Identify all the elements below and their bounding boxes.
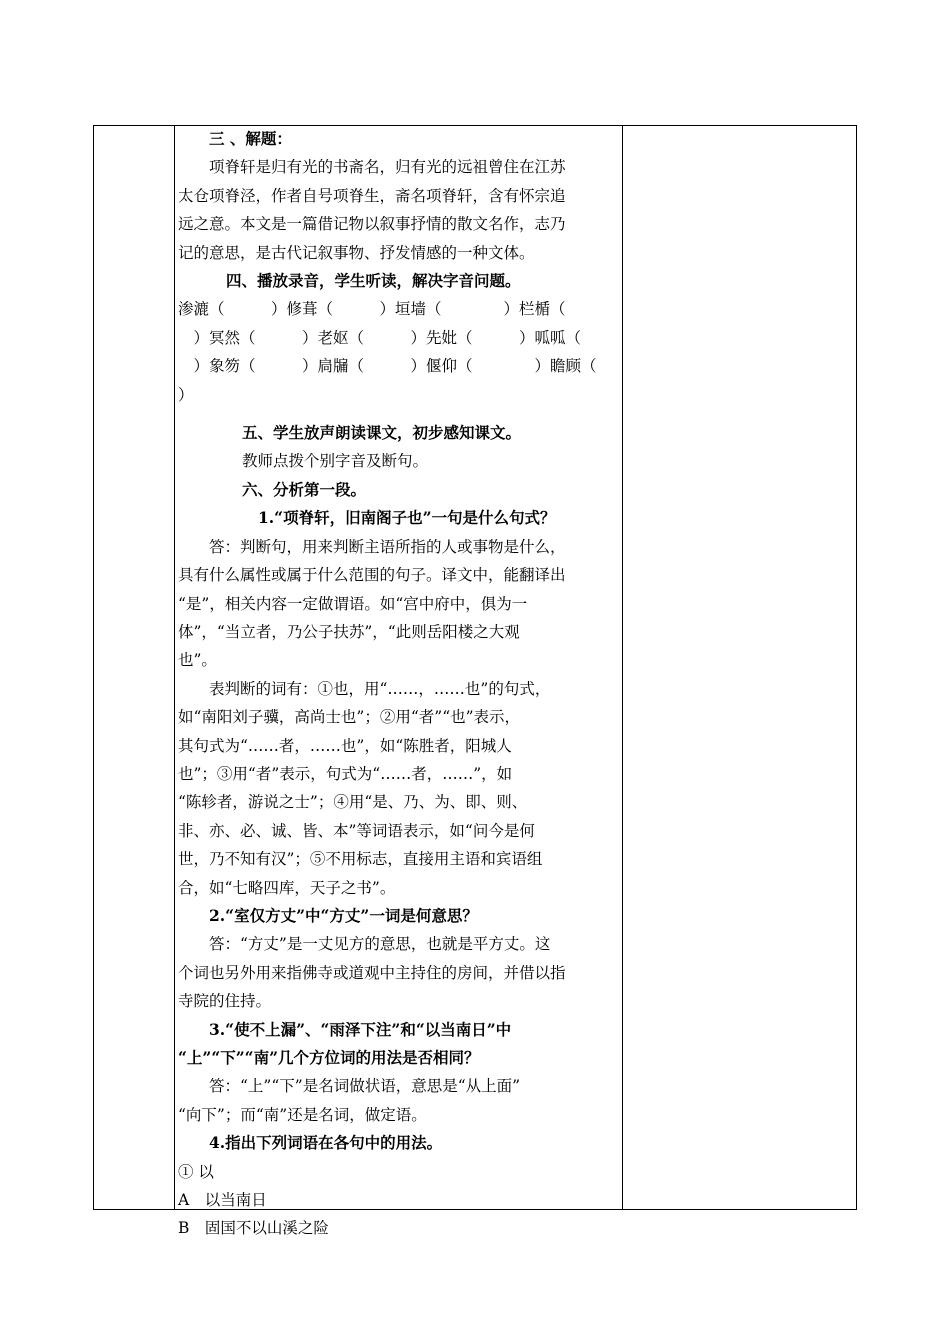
list-item: A 以当南日: [178, 1191, 267, 1210]
paragraph-line: 远之意。本文是一篇借记物以叙事抒情的散文名作，志乃: [178, 215, 566, 234]
column-divider-1: [174, 126, 175, 1209]
answer-line: “陈轸者，游说之士”；④用“是、乃、为、即、则、: [178, 793, 528, 812]
section-heading: 三 、解题：: [209, 129, 292, 148]
answer-line: 具有什么属性或属于什么范围的句子。译文中，能翻译出: [178, 566, 566, 585]
answer-line: 如“南阳刘子骥，高尚士也”；②用“者”“也”表示，: [178, 708, 521, 727]
answer-line: “是”，相关内容一定做谓语。如“宫中府中，俱为一: [178, 594, 528, 613]
answer-line: 寺院的住持。: [178, 992, 272, 1011]
column-divider-2: [622, 126, 623, 1209]
paragraph-line: 太仓项脊泾，作者自号项脊生，斋名项脊轩，含有怀宗追: [178, 186, 566, 205]
question-heading: 3.“使不上漏”、“雨泽下注”和“以当南日”中: [209, 1019, 512, 1039]
section-heading: 四、播放录音，学生听读，解决字音问题。: [226, 271, 521, 291]
pronunciation-line: ）: [178, 385, 194, 404]
section-heading: 五、学生放声朗读课文，初步感知课文。: [242, 423, 522, 443]
answer-line: 合，如“七略四库，天子之书”。: [178, 878, 396, 897]
question-heading: 1.“项脊轩，旧南阁子也”一句是什么句式？: [258, 508, 556, 528]
answer-line: 也”；③用“者”表示，句式为“……者，……”，如: [178, 764, 513, 783]
question-heading: 4.指出下列词语在各句中的用法。: [209, 1133, 443, 1153]
answer-line: 答：判断句，用来判断主语所指的人或事物是什么，: [209, 537, 566, 556]
paragraph-line: 项脊轩是归有光的书斋名，归有光的远祖曾住在江苏: [209, 158, 566, 177]
answer-line: 答：“方丈”是一丈见方的意思，也就是平方丈。这: [209, 935, 551, 954]
answer-line: 答：“上”“下”是名词做状语，意思是“从上面”: [209, 1077, 521, 1096]
lesson-content: [178, 125, 618, 1243]
question-heading: “上”“下”“南”几个方位词的用法是否相同？: [178, 1048, 480, 1067]
list-item: B 固国不以山溪之险: [178, 1219, 329, 1238]
answer-line: 个词也另外用来指佛寺或道观中主持住的房间，并借以指: [178, 963, 566, 982]
section-heading: 六、分析第一段。: [242, 479, 367, 499]
answer-line: “向下”；而“南”还是名词，做定语。: [178, 1105, 427, 1124]
answer-line: 非、亦、必、诚、皆、本”等词语表示，如“问今是何: [178, 821, 535, 840]
answer-line: 体”，“当立者，乃公子扶苏”，“此则岳阳楼之大观: [178, 622, 520, 641]
answer-line: 表判断的词有：①也，用“……，……也”的句式，: [209, 679, 551, 698]
answer-line: 也”。: [178, 651, 217, 670]
pronunciation-line: ）象笏（ ）扃牖（ ）偃仰（ ）瞻顾（: [178, 357, 597, 376]
answer-line: 世，乃不知有汉”；⑤不用标志，直接用主语和宾语组: [178, 850, 543, 869]
question-heading: 2.“室仅方丈”中“方丈”一词是何意思？: [209, 905, 478, 925]
list-item: ① 以: [178, 1162, 214, 1181]
paragraph-line: 教师点拨个别字音及断句。: [242, 452, 429, 471]
pronunciation-line: 渗漉（ ）修葺（ ）垣墙（ ）栏楯（: [178, 300, 566, 319]
paragraph-line: 记的意思，是古代记叙事物、抒发情感的一种文体。: [178, 243, 535, 262]
pronunciation-line: ）冥然（ ）老妪（ ）先妣（ ）呱呱（: [178, 328, 582, 347]
answer-line: 其句式为“……者，……也”，如“陈胜者，阳城人: [178, 736, 512, 755]
